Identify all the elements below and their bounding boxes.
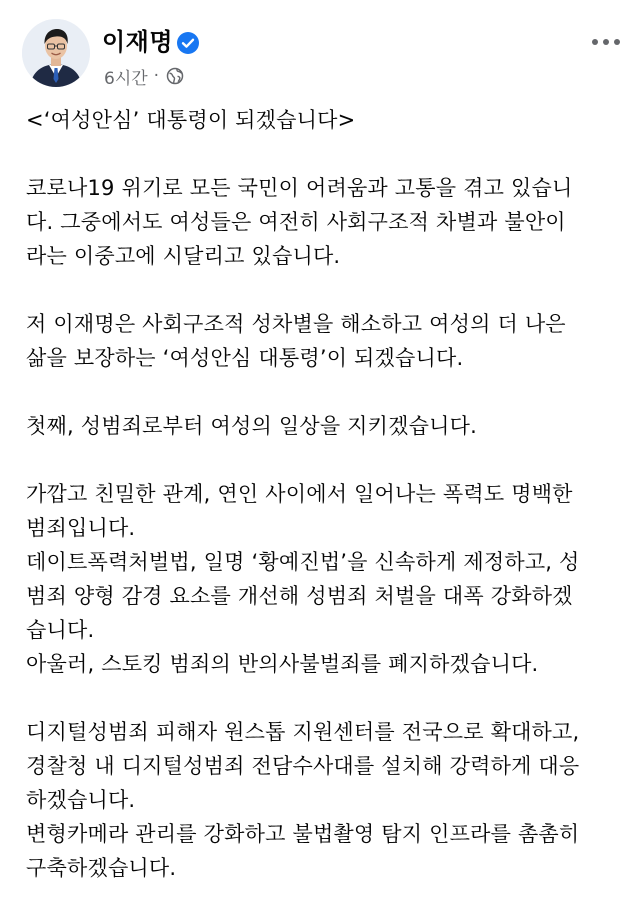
post-line: 데이트폭력처벌법, 일명 ‘황예진법’을 신속하게 제정하고, 성 xyxy=(26,550,580,574)
post-timestamp[interactable]: 6시간 xyxy=(104,68,148,89)
post-body xyxy=(26,103,630,885)
post-line: 다. 그중에서도 여성들은 여전히 사회구조적 차별과 불안이 xyxy=(26,210,566,234)
post-line: 라는 이중고에 시달리고 있습니다. xyxy=(26,244,341,268)
post-line: 디지털성범죄 피해자 원스톱 지원센터를 전국으로 확대하고, xyxy=(26,720,580,744)
post-line: 범죄입니다. xyxy=(26,516,136,540)
verified-badge-icon xyxy=(176,31,200,55)
post-line: 첫째, 성범죄로부터 여성의 일상을 지키겠습니다. xyxy=(26,414,477,438)
post-line: 습니다. xyxy=(26,618,95,642)
post-line: 가깝고 친밀한 관계, 연인 사이에서 일어나는 폭력도 명백한 xyxy=(26,482,573,506)
author-name[interactable]: 이재명 xyxy=(102,28,174,56)
post-line: 아울러, 스토킹 범죄의 반의사불벌죄를 폐지하겠습니다. xyxy=(26,652,539,676)
more-horizontal-icon xyxy=(591,38,621,46)
post-header xyxy=(0,0,640,100)
avatar[interactable] xyxy=(22,19,90,87)
post-meta xyxy=(104,64,184,88)
post-line: 범죄 양형 감경 요소를 개선해 성범죄 처벌을 대폭 강화하겠 xyxy=(26,584,573,608)
post-title: <‘여성안심’ 대통령이 되겠습니다> xyxy=(26,108,356,132)
post-line: 저 이재명은 사회구조적 성차별을 해소하고 여성의 더 나은 xyxy=(26,312,566,336)
post-line: 코로나19 위기로 모든 국민이 어려움과 고통을 겪고 있습니 xyxy=(26,176,573,200)
globe-icon[interactable] xyxy=(166,67,184,85)
post-line: 하겠습니다. xyxy=(26,788,136,812)
post-line: 구축하겠습니다. xyxy=(26,856,177,880)
post-line: 삶을 보장하는 ‘여성안심 대통령’이 되겠습니다. xyxy=(26,346,464,370)
post-line: 변형카메라 관리를 강화하고 불법촬영 탐지 인프라를 촘촘히 xyxy=(26,822,580,846)
more-options-button[interactable] xyxy=(586,30,626,54)
post-line: 경찰청 내 디지털성범죄 전담수사대를 설치해 강력하게 대응 xyxy=(26,754,580,778)
meta-separator: · xyxy=(153,66,160,86)
